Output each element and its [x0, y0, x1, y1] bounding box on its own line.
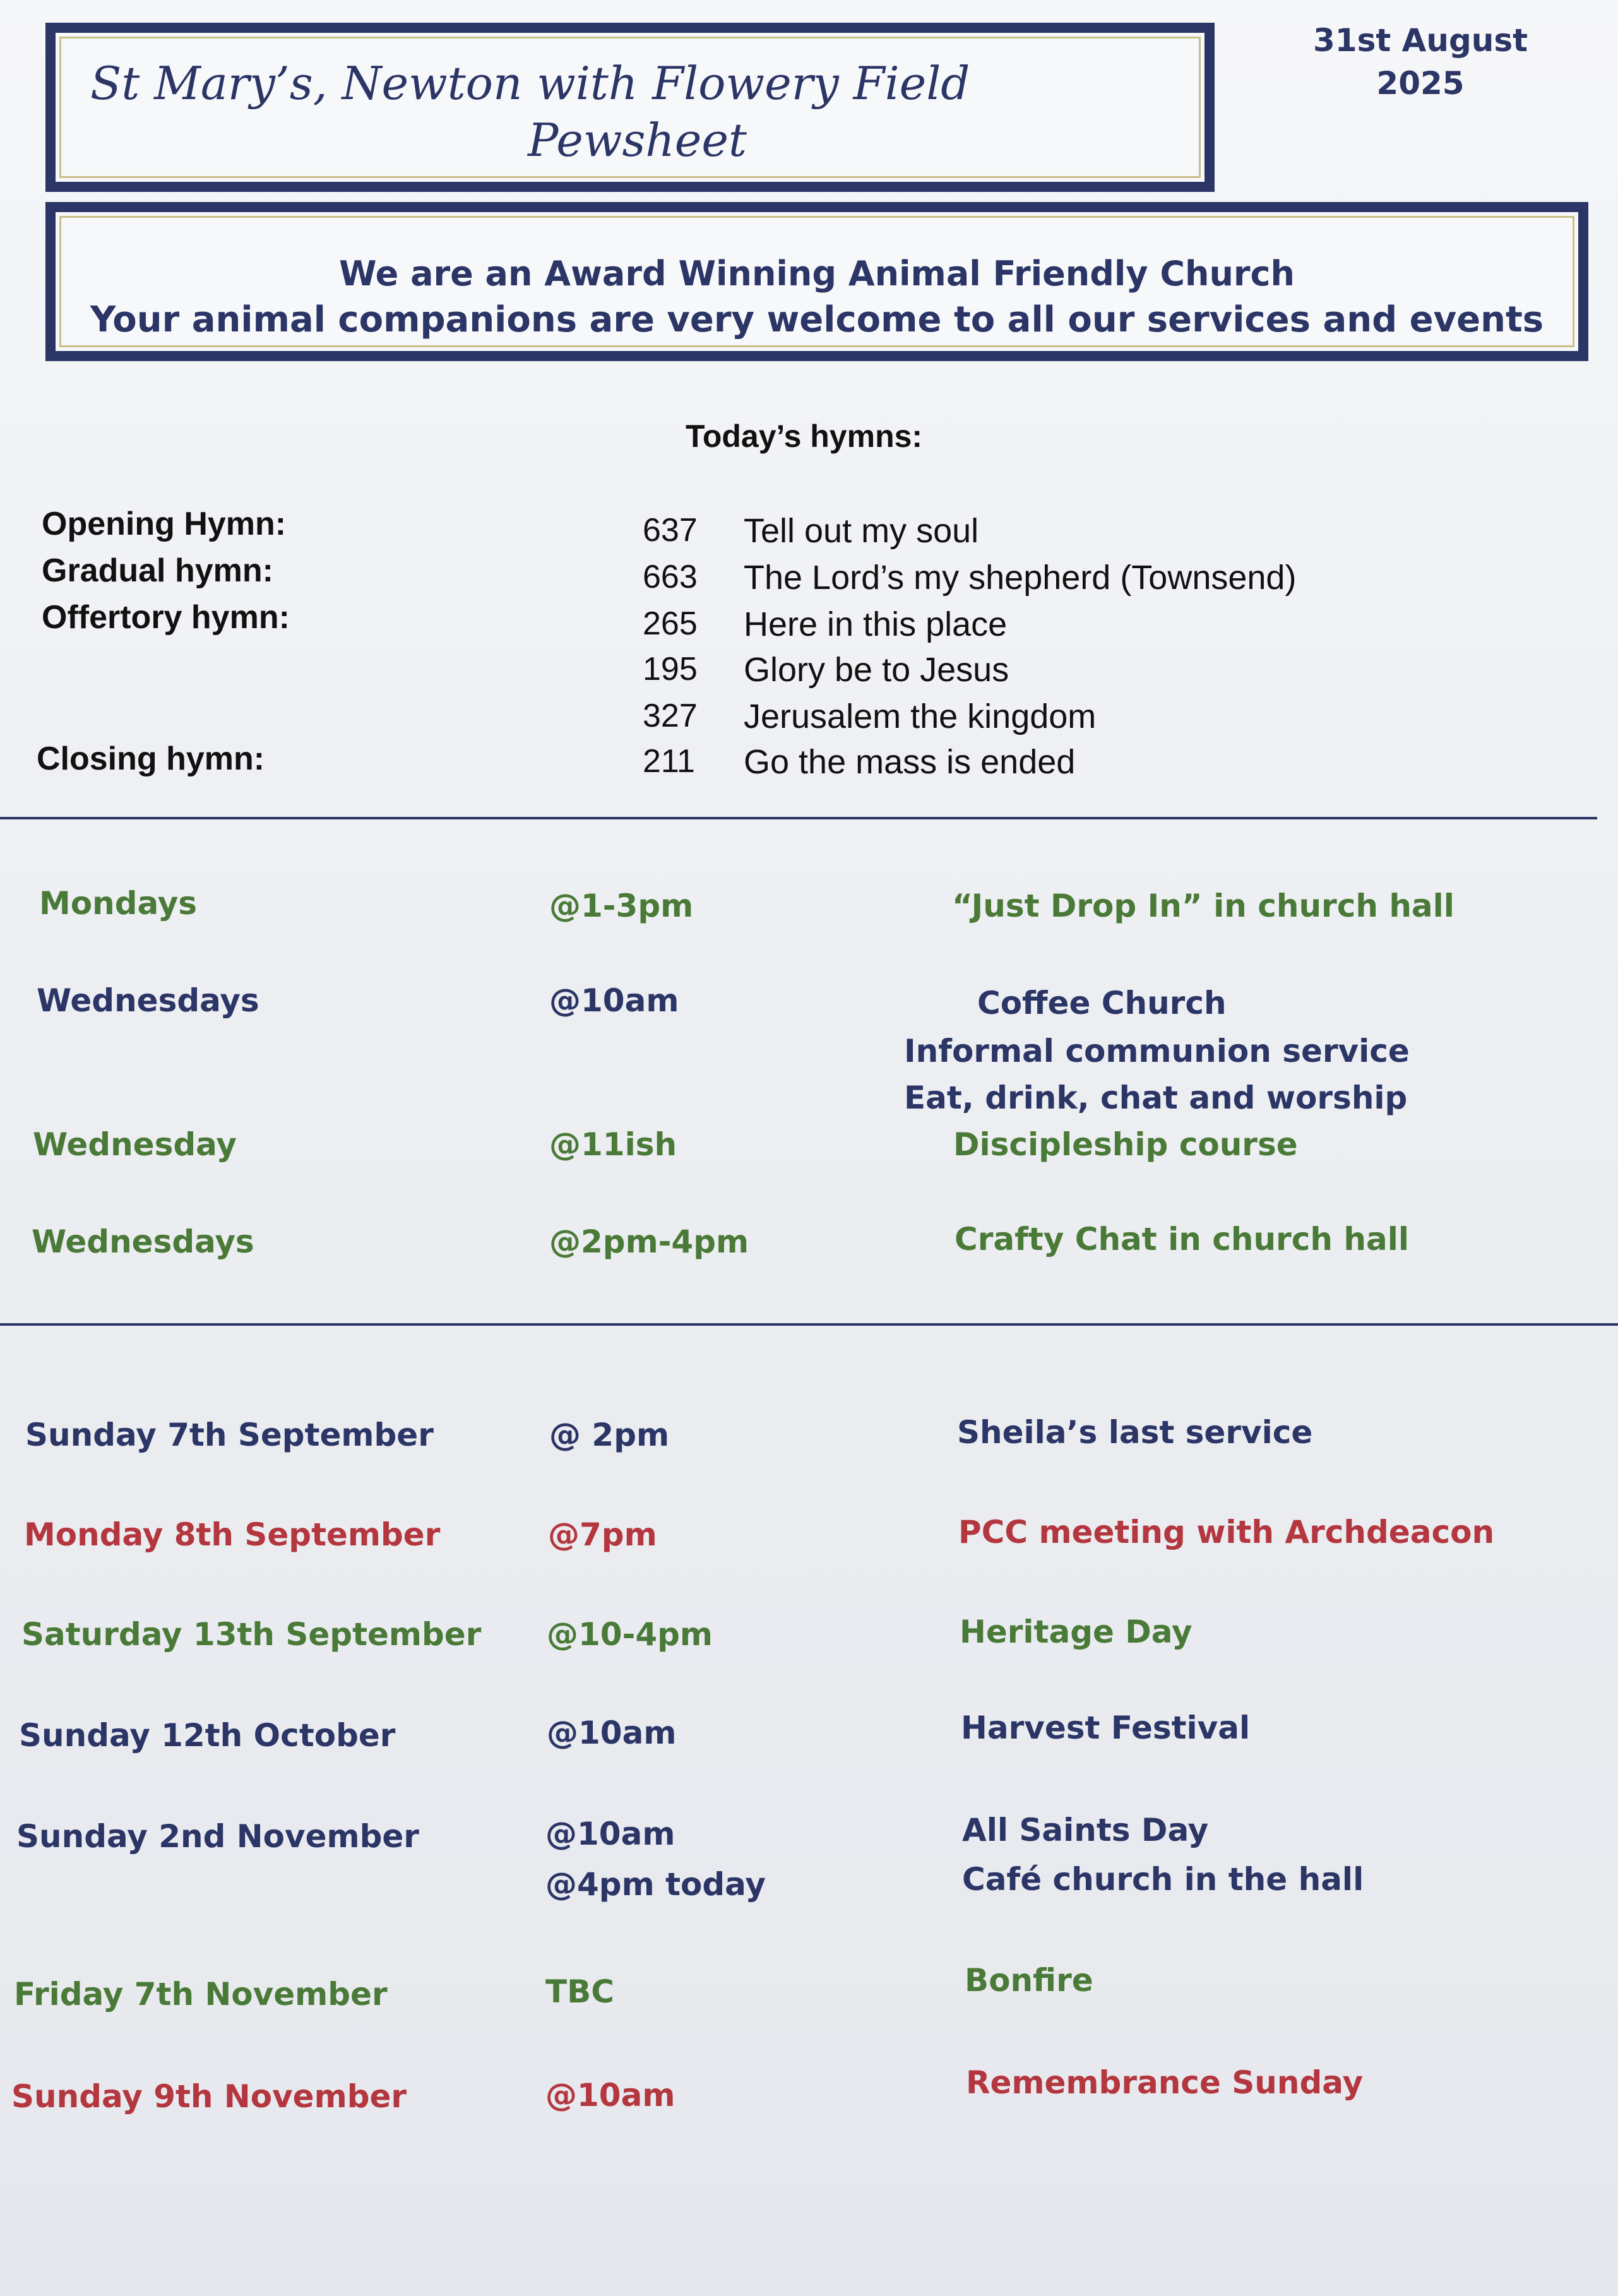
- hymn-title: The Lord’s my shepherd (Townsend): [744, 559, 1297, 597]
- event-time: @10am: [547, 1715, 677, 1751]
- hymn-label: Offertory hymn:: [42, 599, 290, 636]
- event-time: @ 2pm: [549, 1417, 670, 1453]
- event-time: @10am: [545, 2077, 675, 2114]
- event-title: All Saints Day: [962, 1812, 1209, 1848]
- hymn-label: Closing hymn:: [37, 741, 265, 777]
- weekly-event-detail: Informal communion service: [904, 1033, 1410, 1069]
- hymn-label: Gradual hymn:: [42, 552, 273, 589]
- event-title-secondary: Café church in the hall: [962, 1861, 1364, 1898]
- sheet-date: [1288, 19, 1553, 105]
- hymn-number: 663: [643, 559, 698, 595]
- event-title: Remembrance Sunday: [966, 2064, 1364, 2101]
- event-time: TBC: [545, 1973, 614, 2010]
- hymn-title: Glory be to Jesus: [744, 651, 1009, 689]
- event-title: Heritage Day: [960, 1614, 1193, 1650]
- event-time: @10am: [545, 1816, 675, 1852]
- sheet-date-day: 31st August: [1313, 22, 1528, 59]
- weekly-time: @2pm-4pm: [549, 1223, 749, 1260]
- weekly-event: “Just Drop In” in church hall: [952, 888, 1454, 924]
- award-line-1: We are an Award Winning Animal Friendly Church: [339, 254, 1295, 294]
- hymn-number: 637: [643, 512, 698, 549]
- hymn-number: 265: [643, 605, 698, 642]
- hymn-title: Here in this place: [744, 605, 1008, 643]
- event-time: @10-4pm: [547, 1616, 713, 1653]
- weekly-day: Wednesday: [33, 1126, 237, 1163]
- church-name: St Mary’s, Newton with Flowery Field: [90, 57, 970, 110]
- weekly-time: @11ish: [549, 1126, 677, 1163]
- event-time-secondary: @4pm today: [545, 1866, 766, 1903]
- hymn-title: Tell out my soul: [744, 512, 979, 550]
- award-banner: [45, 202, 1588, 361]
- weekly-event-detail: Eat, drink, chat and worship: [904, 1080, 1408, 1116]
- event-time: @7pm: [548, 1516, 657, 1553]
- hymn-title: Go the mass is ended: [744, 743, 1076, 781]
- event-title: Harvest Festival: [961, 1710, 1251, 1746]
- event-date: Friday 7th November: [14, 1976, 388, 2013]
- hymn-number: 195: [643, 651, 698, 687]
- weekly-event: Coffee Church: [977, 985, 1227, 1021]
- hymn-label: Opening Hymn:: [42, 506, 287, 542]
- weekly-event: Discipleship course: [953, 1126, 1298, 1163]
- section-divider: [0, 1323, 1618, 1326]
- hymn-number: 327: [643, 698, 698, 734]
- hymn-title: Jerusalem the kingdom: [744, 698, 1097, 735]
- award-line-2: Your animal companions are very welcome to all our services and events: [90, 299, 1544, 340]
- event-date: Sunday 2nd November: [16, 1818, 419, 1855]
- weekly-time: @10am: [549, 982, 679, 1019]
- hymns-heading: Today’s hymns:: [686, 419, 923, 454]
- weekly-day: Wednesdays: [37, 982, 259, 1019]
- event-date: Saturday 13th September: [21, 1616, 482, 1653]
- event-date: Sunday 9th November: [11, 2078, 407, 2115]
- weekly-day: Mondays: [39, 885, 198, 922]
- event-date: Sunday 7th September: [25, 1417, 434, 1453]
- weekly-time: @1-3pm: [549, 888, 694, 924]
- event-title: Sheila’s last service: [957, 1414, 1313, 1451]
- hymn-number: 211: [643, 743, 695, 780]
- event-title: Bonfire: [965, 1962, 1093, 1999]
- weekly-event: Crafty Chat in church hall: [955, 1221, 1409, 1258]
- sheet-date-year: 2025: [1376, 65, 1465, 102]
- event-date: Sunday 12th October: [19, 1717, 396, 1754]
- pewsheet-title: Pewsheet: [528, 114, 747, 167]
- event-title: PCC meeting with Archdeacon: [958, 1514, 1495, 1550]
- section-divider: [0, 817, 1597, 819]
- weekly-day: Wednesdays: [32, 1223, 254, 1260]
- title-box: [45, 23, 1215, 192]
- event-date: Monday 8th September: [24, 1516, 441, 1553]
